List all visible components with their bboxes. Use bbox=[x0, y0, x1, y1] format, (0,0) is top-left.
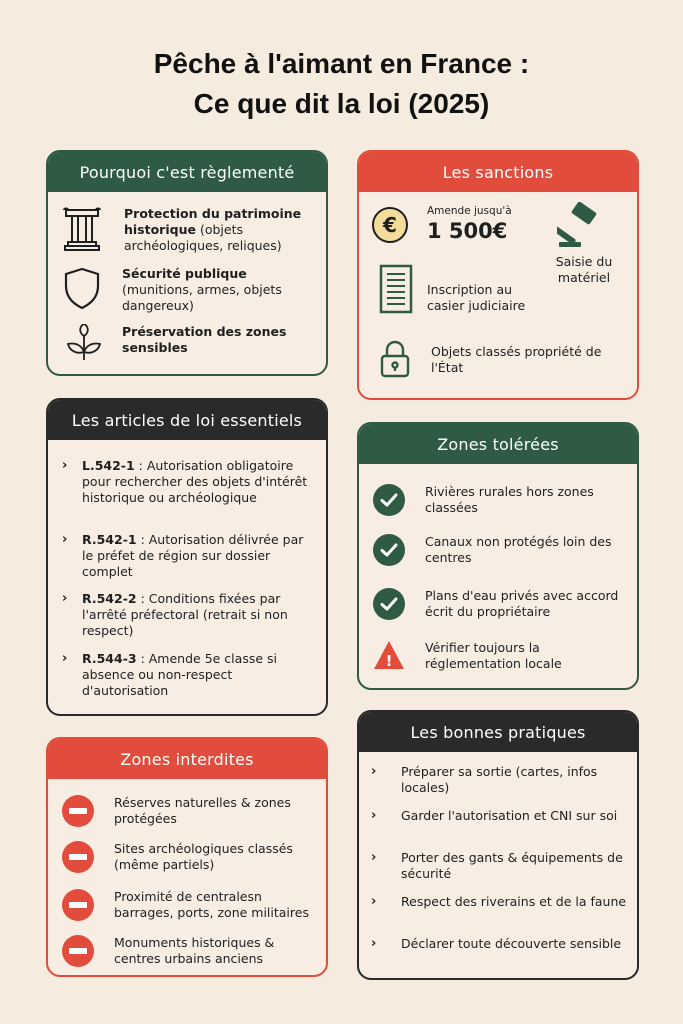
pourquoi-bold-1: Protection du patrimoine historique bbox=[124, 206, 302, 237]
no-entry-icon bbox=[62, 935, 94, 967]
euro-icon bbox=[371, 206, 409, 244]
pourquoi-item bbox=[66, 324, 316, 362]
tolere-item bbox=[373, 640, 627, 672]
check-icon bbox=[373, 534, 405, 566]
chevron-right-icon: › bbox=[62, 458, 68, 473]
page-title bbox=[0, 44, 683, 124]
pourquoi-text-1: (objets archéologiques, reliques) bbox=[124, 222, 282, 253]
card-interdites bbox=[46, 737, 328, 977]
check-icon bbox=[373, 588, 405, 620]
article-code-4: R.544-3 bbox=[82, 651, 137, 666]
chevron-right-icon: › bbox=[371, 894, 377, 909]
article-code-1: L.542-1 bbox=[82, 458, 135, 473]
article-item bbox=[62, 458, 312, 506]
pratique-item bbox=[371, 894, 627, 910]
pourquoi-item bbox=[62, 206, 316, 254]
article-text-4: : Amende 5e classe si absence ou non-respect d'autorisation bbox=[82, 651, 277, 698]
card-sanctions-header: Les sanctions bbox=[359, 152, 637, 192]
pratique-text-4: Respect des riverains et de la faune bbox=[401, 894, 627, 909]
article-item bbox=[62, 532, 312, 580]
objets-text: Objets classés propriété de l'État bbox=[431, 344, 602, 375]
tolere-item bbox=[373, 534, 627, 566]
pourquoi-bold-3: Préservation des zones sensibles bbox=[122, 324, 287, 355]
card-pratiques-header: Les bonnes pratiques bbox=[359, 712, 637, 752]
tolere-item bbox=[373, 484, 627, 516]
chevron-right-icon: › bbox=[62, 651, 68, 666]
chevron-right-icon: › bbox=[371, 936, 377, 951]
card-pourquoi bbox=[46, 150, 328, 376]
document-icon bbox=[379, 264, 413, 314]
interdite-item bbox=[62, 795, 316, 827]
title-line-2: Ce que dit la loi (2025) bbox=[193, 88, 490, 119]
warning-icon bbox=[373, 640, 405, 672]
card-toleres-header: Zones tolérées bbox=[359, 424, 637, 464]
card-articles-header: Les articles de loi essentiels bbox=[48, 400, 326, 440]
interdite-text-4: Monuments historiques & centres urbains anciens bbox=[114, 935, 275, 966]
check-icon bbox=[373, 484, 405, 516]
tolere-text-3: Plans d'eau privés avec accord écrit du propriétaire bbox=[425, 588, 619, 619]
chevron-right-icon: › bbox=[62, 532, 68, 547]
pratique-text-1: Préparer sa sortie (cartes, infos locales) bbox=[401, 764, 598, 795]
tolere-text-2: Canaux non protégés loin des centres bbox=[425, 534, 612, 565]
plant-icon bbox=[66, 324, 104, 362]
card-interdites-header: Zones interdites bbox=[48, 739, 326, 779]
article-text-2: : Autorisation délivrée par le préfet de région sur dossier complet bbox=[82, 532, 304, 579]
tolere-item bbox=[373, 588, 627, 620]
pratique-text-3: Porter des gants & équipements de sécurité bbox=[401, 850, 623, 881]
chevron-right-icon: › bbox=[62, 591, 68, 606]
pratique-item bbox=[371, 764, 627, 796]
title-line-1: Pêche à l'aimant en France : bbox=[153, 48, 530, 79]
card-sanctions bbox=[357, 150, 639, 400]
interdite-text-3: Proximité de centralesn barrages, ports, zone militaires bbox=[114, 889, 309, 920]
lock-icon bbox=[379, 340, 411, 378]
article-item bbox=[62, 591, 312, 639]
pourquoi-text-2: (munitions, armes, objets dangereux) bbox=[122, 282, 282, 313]
pratique-text-5: Déclarer toute découverte sensible bbox=[401, 936, 622, 951]
amende-value: 1 500€ bbox=[427, 219, 508, 243]
pratique-text-2: Garder l'autorisation et CNI sur soi bbox=[401, 808, 618, 823]
no-entry-icon bbox=[62, 841, 94, 873]
card-pratiques bbox=[357, 710, 639, 980]
svg-text:€: € bbox=[383, 213, 397, 237]
interdite-text-2: Sites archéologiques classés (même partiels) bbox=[114, 841, 293, 872]
pourquoi-item bbox=[62, 266, 316, 314]
card-pourquoi-header: Pourquoi c'est règlementé bbox=[48, 152, 326, 192]
tolere-text-4: Vérifier toujours la réglementation locale bbox=[425, 640, 562, 671]
interdite-item bbox=[62, 841, 316, 873]
article-text-1: : Autorisation obligatoire pour rechercher des objets d'intérêt historique ou archéologique bbox=[82, 458, 308, 505]
card-articles bbox=[46, 398, 328, 716]
svg-text:!: ! bbox=[385, 652, 393, 670]
chevron-right-icon: › bbox=[371, 850, 377, 865]
tolere-text-1: Rivières rurales hors zones classées bbox=[425, 484, 594, 515]
pourquoi-bold-2: Sécurité publique bbox=[122, 266, 247, 281]
card-toleres bbox=[357, 422, 639, 690]
article-code-2: R.542-1 bbox=[82, 532, 137, 547]
amende-label: Amende jusqu'à bbox=[427, 205, 512, 217]
column-icon bbox=[62, 206, 104, 252]
interdite-item bbox=[62, 935, 316, 967]
chevron-right-icon: › bbox=[371, 764, 377, 779]
pratique-item bbox=[371, 808, 627, 824]
chevron-right-icon: › bbox=[371, 808, 377, 823]
article-code-3: R.542-2 bbox=[82, 591, 137, 606]
article-text-3: : Conditions fixées par l'arrêté préfectoral (retrait si non respect) bbox=[82, 591, 288, 638]
interdite-item bbox=[62, 889, 316, 921]
shield-icon bbox=[62, 266, 104, 310]
article-item bbox=[62, 651, 312, 699]
interdite-text-1: Réserves naturelles & zones protégées bbox=[114, 795, 291, 826]
casier-text: Inscription au casier judiciaire bbox=[427, 282, 526, 313]
no-entry-icon bbox=[62, 795, 94, 827]
pratique-item bbox=[371, 936, 627, 952]
gavel-icon bbox=[557, 202, 607, 248]
saisie-text: Saisie du matériel bbox=[555, 254, 613, 285]
amende-block bbox=[427, 204, 512, 244]
pratique-item bbox=[371, 850, 627, 882]
no-entry-icon bbox=[62, 889, 94, 921]
